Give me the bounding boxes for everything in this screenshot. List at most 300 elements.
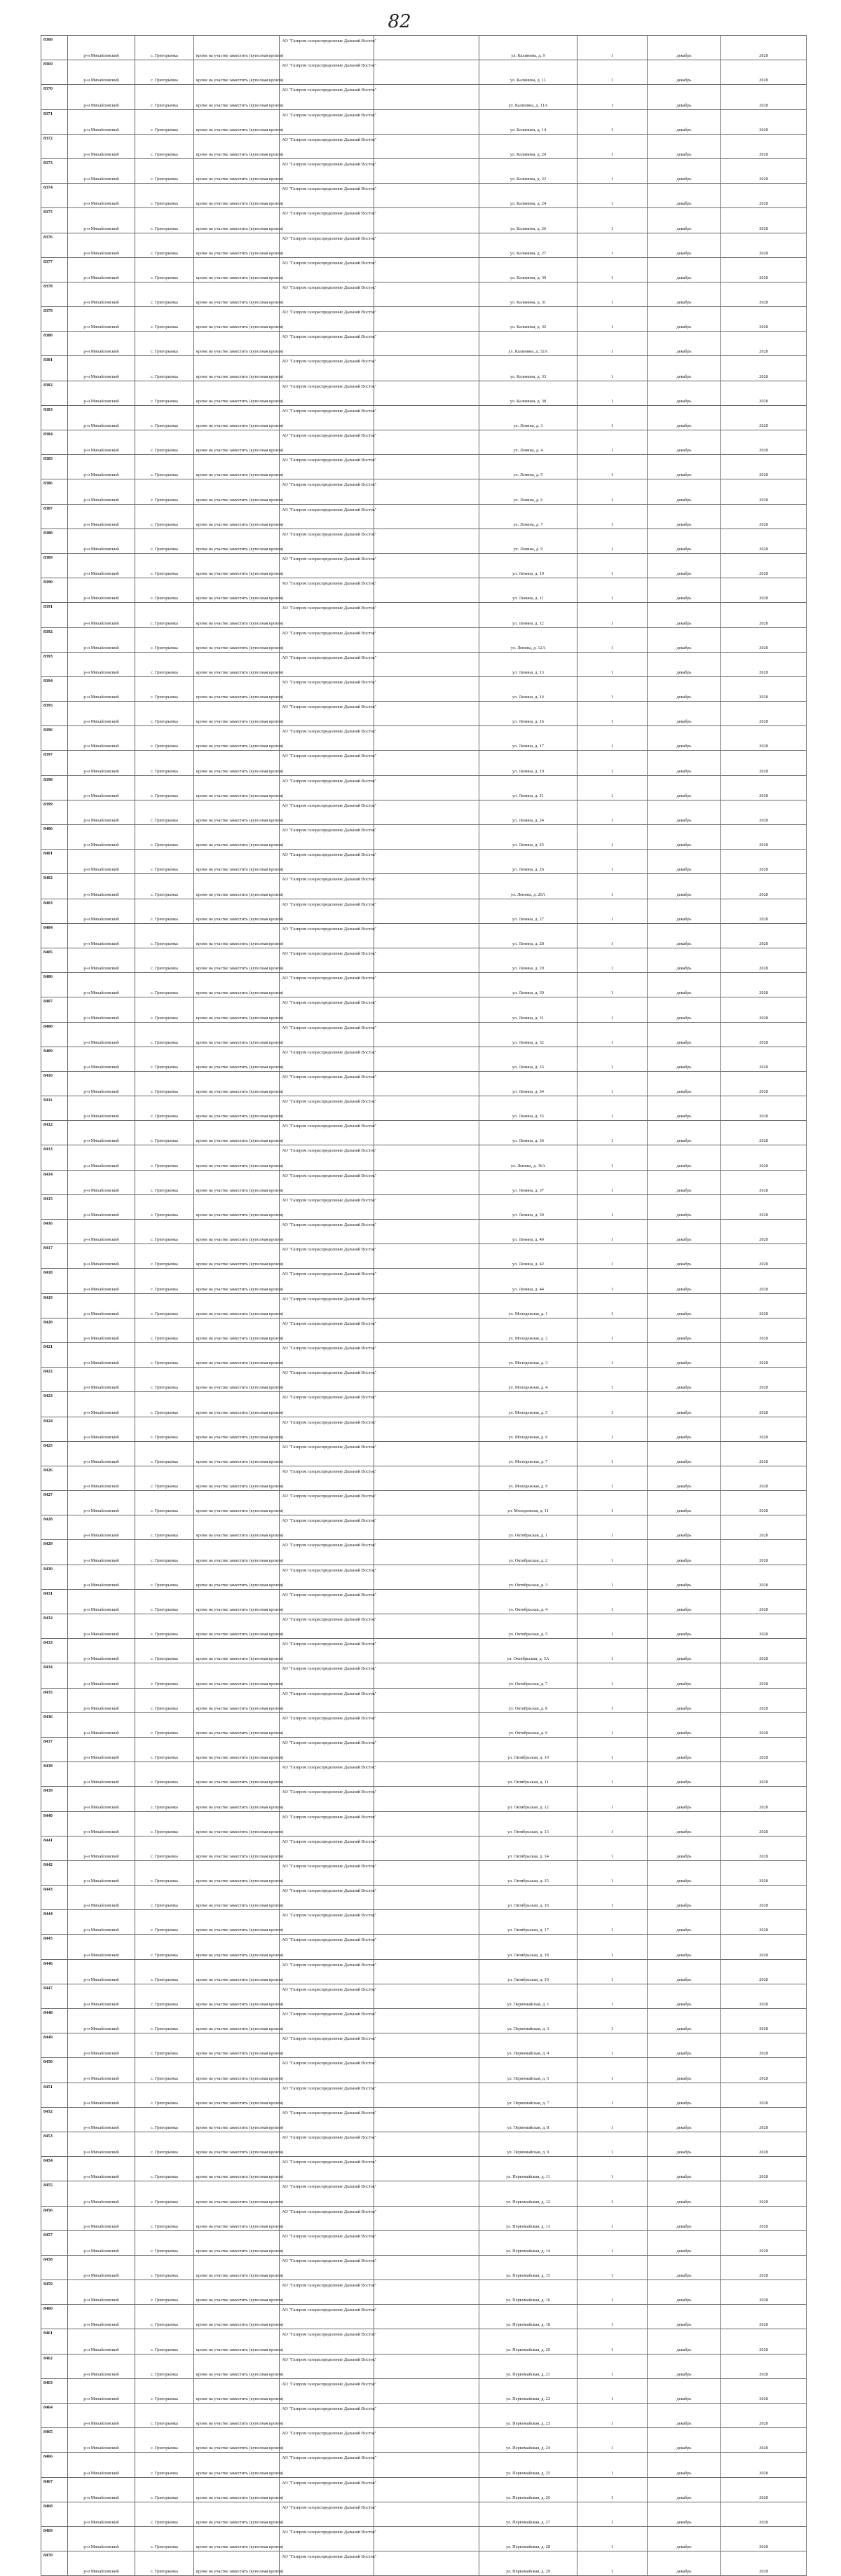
settlement-cell: с. Григорьевка — [135, 158, 194, 183]
organization-cell: АО "Газпром газораспределение Дальний Восток" — [280, 997, 374, 1022]
month-cell: декабрь — [648, 2354, 721, 2378]
empty-cell — [374, 1491, 479, 1515]
organization-cell: АО "Газпром газораспределение Дальний Восток" — [280, 208, 374, 233]
row-number: 8441 — [41, 1836, 68, 1860]
empty-cell — [374, 1737, 479, 1761]
empty-cell — [374, 1712, 479, 1737]
settlement-cell: с. Григорьевка — [135, 504, 194, 529]
table-row — [41, 676, 807, 701]
mode-cell: кроме на участке заместить (куполная кровля) — [194, 1540, 280, 1565]
settlement-cell: с. Григорьевка — [135, 948, 194, 972]
row-number: 8398 — [41, 775, 68, 800]
district-cell: р-н Михайловский — [68, 2477, 135, 2502]
settlement-cell: с. Григорьевка — [135, 1145, 194, 1170]
empty-cell — [374, 36, 479, 60]
address-cell: ул. Ленина, д. 9 — [479, 529, 577, 553]
organization-cell: АО "Газпром газораспределение Дальний Восток" — [280, 1392, 374, 1417]
month-cell: декабрь — [648, 1737, 721, 1761]
settlement-cell: с. Григорьевка — [135, 2083, 194, 2107]
month-cell: декабрь — [648, 1639, 721, 1663]
table-row — [41, 381, 807, 405]
row-number: 8413 — [41, 1145, 68, 1170]
mode-cell: кроме на участке заместить (куполная кровля) — [194, 479, 280, 504]
month-cell: декабрь — [648, 1047, 721, 1071]
empty-cell — [374, 1886, 479, 1910]
month-cell: декабрь — [648, 307, 721, 332]
month-cell: декабрь — [648, 1368, 721, 1392]
address-cell: ул. Октябрьская, д. 14 — [479, 1836, 577, 1860]
schedule-sheet — [41, 35, 806, 2576]
table-row — [41, 134, 807, 158]
row-number: 8405 — [41, 948, 68, 972]
year-cell: 2028 — [721, 208, 807, 233]
mode-cell: кроме на участке заместить (куполная кровля) — [194, 1515, 280, 1540]
quantity-cell: 1 — [577, 2157, 648, 2181]
empty-cell — [374, 825, 479, 850]
year-cell: 2028 — [721, 775, 807, 800]
month-cell: декабрь — [648, 1515, 721, 1540]
empty-cell — [374, 2329, 479, 2354]
address-cell: ул. Первомайская, д. 26 — [479, 2477, 577, 2502]
district-cell: р-н Михайловский — [68, 2526, 135, 2551]
year-cell: 2028 — [721, 2181, 807, 2206]
year-cell: 2028 — [721, 529, 807, 553]
quantity-cell: 1 — [577, 356, 648, 381]
year-cell: 2028 — [721, 1318, 807, 1342]
table-row — [41, 2181, 807, 2206]
row-number: 8400 — [41, 825, 68, 850]
year-cell: 2028 — [721, 504, 807, 529]
settlement-cell: с. Григорьевка — [135, 2305, 194, 2329]
district-cell: р-н Михайловский — [68, 2255, 135, 2279]
organization-cell: АО "Газпром газораспределение Дальний Восток" — [280, 1022, 374, 1047]
district-cell: р-н Михайловский — [68, 2551, 135, 2576]
month-cell: декабрь — [648, 1540, 721, 1565]
month-cell: декабрь — [648, 356, 721, 381]
month-cell: декабрь — [648, 36, 721, 60]
organization-cell: АО "Газпром газораспределение Дальний Восток" — [280, 1935, 374, 1959]
quantity-cell: 1 — [577, 2354, 648, 2378]
organization-cell: АО "Газпром газораспределение Дальний Восток" — [280, 2378, 374, 2403]
table-row — [41, 332, 807, 356]
row-number: 8465 — [41, 2428, 68, 2453]
mode-cell: кроме на участке заместить (куполная кровля) — [194, 381, 280, 405]
month-cell: декабрь — [648, 109, 721, 134]
mode-cell: кроме на участке заместить (куполная кровля) — [194, 2305, 280, 2329]
address-cell: ул. Ленина, д. 37 — [479, 1170, 577, 1194]
address-cell: ул. Первомайская, д. 15 — [479, 2255, 577, 2279]
organization-cell: АО "Газпром газораспределение Дальний Восток" — [280, 2280, 374, 2305]
quantity-cell: 1 — [577, 578, 648, 603]
row-number: 8396 — [41, 726, 68, 751]
district-cell: р-н Михайловский — [68, 1220, 135, 1244]
settlement-cell: с. Григорьевка — [135, 923, 194, 948]
organization-cell: АО "Газпром газораспределение Дальний Восток" — [280, 2255, 374, 2279]
district-cell: р-н Михайловский — [68, 1614, 135, 1639]
address-cell: ул. Ленина, д. 36А — [479, 1145, 577, 1170]
quantity-cell: 1 — [577, 2255, 648, 2279]
district-cell: р-н Михайловский — [68, 997, 135, 1022]
mode-cell: кроме на участке заместить (куполная кровля) — [194, 1293, 280, 1318]
table-row — [41, 2058, 807, 2083]
district-cell: р-н Михайловский — [68, 109, 135, 134]
table-row — [41, 1787, 807, 1811]
address-cell: ул. Ленина, д. 14 — [479, 676, 577, 701]
year-cell: 2028 — [721, 282, 807, 306]
mode-cell: кроме на участке заместить (куполная кровля) — [194, 923, 280, 948]
address-cell: ул. Первомайская, д. 9 — [479, 2132, 577, 2156]
row-number: 8406 — [41, 973, 68, 997]
settlement-cell: с. Григорьевка — [135, 184, 194, 208]
empty-cell — [374, 1984, 479, 2008]
month-cell: декабрь — [648, 2033, 721, 2058]
empty-cell — [374, 257, 479, 282]
month-cell: декабрь — [648, 1022, 721, 1047]
year-cell: 2028 — [721, 1935, 807, 1959]
address-cell: ул. Ленина, д. 19 — [479, 751, 577, 775]
address-cell: ул. Ленина, д. 4 — [479, 430, 577, 455]
address-cell: ул. Первомайская, д. 25 — [479, 2453, 577, 2477]
month-cell: декабрь — [648, 208, 721, 233]
month-cell: декабрь — [648, 2083, 721, 2107]
settlement-cell: с. Григорьевка — [135, 2280, 194, 2305]
district-cell: р-н Михайловский — [68, 2206, 135, 2230]
month-cell: декабрь — [648, 775, 721, 800]
mode-cell: кроме на участке заместить (куполная кровля) — [194, 1910, 280, 1935]
settlement-cell: с. Григорьевка — [135, 1614, 194, 1639]
row-number: 8410 — [41, 1071, 68, 1096]
settlement-cell: с. Григорьевка — [135, 1811, 194, 1836]
mode-cell: кроме на участке заместить (куполная кровля) — [194, 1368, 280, 1392]
settlement-cell: с. Григорьевка — [135, 2107, 194, 2132]
empty-cell — [374, 1515, 479, 1540]
district-cell: р-н Михайловский — [68, 1811, 135, 1836]
year-cell: 2028 — [721, 850, 807, 874]
settlement-cell: с. Григорьевка — [135, 2551, 194, 2576]
settlement-cell: с. Григорьевка — [135, 2477, 194, 2502]
empty-cell — [374, 2107, 479, 2132]
address-cell: ул. Первомайская, д. 27 — [479, 2502, 577, 2526]
mode-cell: кроме на участке заместить (куполная кровля) — [194, 1886, 280, 1910]
district-cell: р-н Михайловский — [68, 1121, 135, 1145]
quantity-cell: 1 — [577, 85, 648, 109]
district-cell: р-н Михайловский — [68, 578, 135, 603]
year-cell: 2028 — [721, 603, 807, 627]
district-cell: р-н Михайловский — [68, 1368, 135, 1392]
table-row — [41, 1022, 807, 1047]
settlement-cell: с. Григорьевка — [135, 1639, 194, 1663]
row-number: 8379 — [41, 307, 68, 332]
table-row — [41, 1737, 807, 1761]
table-row — [41, 1342, 807, 1367]
address-cell: ул. Калинина, д. 32А — [479, 332, 577, 356]
year-cell: 2028 — [721, 2083, 807, 2107]
table-row — [41, 1145, 807, 1170]
district-cell: р-н Михайловский — [68, 1022, 135, 1047]
settlement-cell: с. Григорьевка — [135, 1096, 194, 1121]
address-cell: ул. Калинина, д. 32 — [479, 307, 577, 332]
table-row — [41, 2428, 807, 2453]
organization-cell: АО "Газпром газораспределение Дальний Восток" — [280, 553, 374, 578]
mode-cell: кроме на участке заместить (куполная кровля) — [194, 1071, 280, 1096]
address-cell: ул. Октябрьская, д. 9 — [479, 1712, 577, 1737]
year-cell: 2028 — [721, 1860, 807, 1885]
empty-cell — [374, 1096, 479, 1121]
quantity-cell: 1 — [577, 923, 648, 948]
month-cell: декабрь — [648, 2230, 721, 2255]
table-row — [41, 1318, 807, 1342]
year-cell: 2028 — [721, 2477, 807, 2502]
row-number: 8467 — [41, 2477, 68, 2502]
address-cell: ул. Ленина, д. 7 — [479, 504, 577, 529]
empty-cell — [374, 356, 479, 381]
district-cell: р-н Михайловский — [68, 208, 135, 233]
mode-cell: кроме на участке заместить (куполная кровля) — [194, 1342, 280, 1367]
table-row — [41, 1614, 807, 1639]
address-cell: ул. Молодежная, д. 3 — [479, 1342, 577, 1367]
quantity-cell: 1 — [577, 1886, 648, 1910]
address-cell: ул. Ленина, д. 10 — [479, 553, 577, 578]
month-cell: декабрь — [648, 1860, 721, 1885]
address-cell: ул. Ленина, д. 11 — [479, 578, 577, 603]
month-cell: декабрь — [648, 504, 721, 529]
district-cell: р-н Михайловский — [68, 529, 135, 553]
mode-cell: кроме на участке заместить (куполная кровля) — [194, 2083, 280, 2107]
row-number: 8394 — [41, 676, 68, 701]
table-row — [41, 2107, 807, 2132]
year-cell: 2028 — [721, 1244, 807, 1269]
quantity-cell: 1 — [577, 208, 648, 233]
table-row — [41, 1860, 807, 1885]
table-row — [41, 529, 807, 553]
empty-cell — [374, 307, 479, 332]
year-cell: 2028 — [721, 1959, 807, 1984]
table-row — [41, 2255, 807, 2279]
row-number: 8392 — [41, 627, 68, 652]
address-cell: ул. Октябрьская, д. 1 — [479, 1515, 577, 1540]
settlement-cell: с. Григорьевка — [135, 2132, 194, 2156]
quantity-cell: 1 — [577, 2132, 648, 2156]
month-cell: декабрь — [648, 2502, 721, 2526]
mode-cell: кроме на участке заместить (куполная кровля) — [194, 2058, 280, 2083]
empty-cell — [374, 233, 479, 257]
table-row — [41, 899, 807, 923]
table-row — [41, 1047, 807, 1071]
empty-cell — [374, 1318, 479, 1342]
year-cell: 2028 — [721, 1762, 807, 1787]
month-cell: декабрь — [648, 2526, 721, 2551]
organization-cell: АО "Газпром газораспределение Дальний Восток" — [280, 973, 374, 997]
address-cell: ул. Ленина, д. 25 — [479, 825, 577, 850]
empty-cell — [374, 973, 479, 997]
settlement-cell: с. Григорьевка — [135, 874, 194, 899]
quantity-cell: 1 — [577, 2107, 648, 2132]
organization-cell: АО "Газпром газораспределение Дальний Восток" — [280, 158, 374, 183]
district-cell: р-н Михайловский — [68, 1170, 135, 1194]
year-cell: 2028 — [721, 184, 807, 208]
mode-cell: кроме на участке заместить (куполная кровля) — [194, 2354, 280, 2378]
empty-cell — [374, 751, 479, 775]
mode-cell: кроме на участке заместить (куполная кровля) — [194, 1269, 280, 1293]
settlement-cell: с. Григорьевка — [135, 2329, 194, 2354]
table-row — [41, 455, 807, 479]
quantity-cell: 1 — [577, 1121, 648, 1145]
row-number: 8369 — [41, 60, 68, 85]
organization-cell: АО "Газпром газораспределение Дальний Восток" — [280, 36, 374, 60]
month-cell: декабрь — [648, 1441, 721, 1466]
quantity-cell: 1 — [577, 1688, 648, 1712]
address-cell: ул. Калинина, д. 30 — [479, 257, 577, 282]
table-row — [41, 973, 807, 997]
settlement-cell: с. Григорьевка — [135, 1466, 194, 1490]
mode-cell: кроме на участке заместить (куполная кровля) — [194, 825, 280, 850]
month-cell: декабрь — [648, 1244, 721, 1269]
year-cell: 2028 — [721, 1368, 807, 1392]
empty-cell — [374, 1121, 479, 1145]
address-cell: ул. Ленина, д. 5 — [479, 455, 577, 479]
month-cell: декабрь — [648, 1712, 721, 1737]
district-cell: р-н Михайловский — [68, 2280, 135, 2305]
table-row — [41, 356, 807, 381]
organization-cell: АО "Газпром газораспределение Дальний Восток" — [280, 1220, 374, 1244]
table-row — [41, 1712, 807, 1737]
quantity-cell: 1 — [577, 1935, 648, 1959]
mode-cell: кроме на участке заместить (куполная кровля) — [194, 2206, 280, 2230]
mode-cell: кроме на участке заместить (куполная кровля) — [194, 850, 280, 874]
settlement-cell: с. Григорьевка — [135, 1836, 194, 1860]
month-cell: декабрь — [648, 652, 721, 676]
table-row — [41, 1392, 807, 1417]
quantity-cell: 1 — [577, 504, 648, 529]
organization-cell: АО "Газпром газораспределение Дальний Восток" — [280, 504, 374, 529]
month-cell: декабрь — [648, 233, 721, 257]
row-number: 8424 — [41, 1417, 68, 1441]
row-number: 8391 — [41, 603, 68, 627]
address-cell: ул. Калинина, д. 11А — [479, 85, 577, 109]
organization-cell: АО "Газпром газораспределение Дальний Восток" — [280, 1515, 374, 1540]
address-cell: ул. Молодежная, д. 5 — [479, 1392, 577, 1417]
year-cell: 2028 — [721, 1392, 807, 1417]
year-cell: 2028 — [721, 257, 807, 282]
mode-cell: кроме на участке заместить (куполная кровля) — [194, 134, 280, 158]
month-cell: декабрь — [648, 2329, 721, 2354]
address-cell: ул. Калинина, д. 11 — [479, 60, 577, 85]
empty-cell — [374, 1194, 479, 1219]
address-cell: ул. Молодежная, д. 9 — [479, 1466, 577, 1490]
address-cell: ул. Октябрьская, д. 13 — [479, 1811, 577, 1836]
year-cell: 2028 — [721, 233, 807, 257]
month-cell: декабрь — [648, 726, 721, 751]
row-number: 8402 — [41, 874, 68, 899]
mode-cell: кроме на участке заместить (куполная кровля) — [194, 2551, 280, 2576]
district-cell: р-н Михайловский — [68, 1071, 135, 1096]
quantity-cell: 1 — [577, 2083, 648, 2107]
row-number: 8378 — [41, 282, 68, 306]
organization-cell: АО "Газпром газораспределение Дальний Восток" — [280, 2009, 374, 2033]
address-cell: ул. Ленина, д. 36 — [479, 1121, 577, 1145]
empty-cell — [374, 430, 479, 455]
quantity-cell: 1 — [577, 430, 648, 455]
quantity-cell: 1 — [577, 1047, 648, 1071]
district-cell: р-н Михайловский — [68, 874, 135, 899]
settlement-cell: с. Григорьевка — [135, 479, 194, 504]
address-cell: ул. Первомайская, д. 23 — [479, 2404, 577, 2428]
year-cell: 2028 — [721, 1096, 807, 1121]
year-cell: 2028 — [721, 2526, 807, 2551]
year-cell: 2028 — [721, 1466, 807, 1490]
organization-cell: АО "Газпром газораспределение Дальний Восток" — [280, 726, 374, 751]
district-cell: р-н Михайловский — [68, 1712, 135, 1737]
organization-cell: АО "Газпром газораспределение Дальний Восток" — [280, 282, 374, 306]
quantity-cell: 1 — [577, 2305, 648, 2329]
mode-cell: кроме на участке заместить (куполная кровля) — [194, 1220, 280, 1244]
row-number: 8386 — [41, 479, 68, 504]
mode-cell: кроме на участке заместить (куполная кровля) — [194, 455, 280, 479]
mode-cell: кроме на участке заместить (куполная кровля) — [194, 1565, 280, 1589]
district-cell: р-н Михайловский — [68, 307, 135, 332]
year-cell: 2028 — [721, 1589, 807, 1614]
table-row — [41, 2009, 807, 2033]
row-number: 8455 — [41, 2181, 68, 2206]
organization-cell: АО "Газпром газораспределение Дальний Восток" — [280, 1787, 374, 1811]
address-cell: ул. Октябрьская, д. 12 — [479, 1787, 577, 1811]
row-number: 8375 — [41, 208, 68, 233]
month-cell: декабрь — [648, 899, 721, 923]
address-cell: ул. Октябрьская, д. 8 — [479, 1688, 577, 1712]
address-cell: ул. Калинина, д. 38 — [479, 381, 577, 405]
organization-cell: АО "Газпром газораспределение Дальний Восток" — [280, 1910, 374, 1935]
quantity-cell: 1 — [577, 1910, 648, 1935]
empty-cell — [374, 1441, 479, 1466]
month-cell: декабрь — [648, 134, 721, 158]
settlement-cell: с. Григорьевка — [135, 1737, 194, 1761]
year-cell: 2028 — [721, 2132, 807, 2156]
address-cell: ул. Калинина, д. 22 — [479, 158, 577, 183]
district-cell: р-н Михайловский — [68, 2083, 135, 2107]
empty-cell — [374, 2428, 479, 2453]
settlement-cell: с. Григорьевка — [135, 775, 194, 800]
row-number: 8435 — [41, 1688, 68, 1712]
row-number: 8381 — [41, 356, 68, 381]
month-cell: декабрь — [648, 2206, 721, 2230]
quantity-cell: 1 — [577, 1984, 648, 2008]
organization-cell: АО "Газпром газораспределение Дальний Восток" — [280, 2206, 374, 2230]
table-row — [41, 2551, 807, 2576]
empty-cell — [374, 1910, 479, 1935]
empty-cell — [374, 2181, 479, 2206]
quantity-cell: 1 — [577, 529, 648, 553]
quantity-cell: 1 — [577, 1220, 648, 1244]
district-cell: р-н Михайловский — [68, 184, 135, 208]
empty-cell — [374, 2526, 479, 2551]
settlement-cell: с. Григорьевка — [135, 2428, 194, 2453]
month-cell: декабрь — [648, 1663, 721, 1688]
row-number: 8449 — [41, 2033, 68, 2058]
district-cell: р-н Михайловский — [68, 2107, 135, 2132]
mode-cell: кроме на участке заместить (куполная кровля) — [194, 874, 280, 899]
row-number: 8411 — [41, 1096, 68, 1121]
row-number: 8388 — [41, 529, 68, 553]
month-cell: декабрь — [648, 850, 721, 874]
row-number: 8407 — [41, 997, 68, 1022]
organization-cell: АО "Газпром газораспределение Дальний Восток" — [280, 1071, 374, 1096]
address-cell: ул. Первомайская, д. 24 — [479, 2428, 577, 2453]
mode-cell: кроме на участке заместить (куполная кровля) — [194, 2255, 280, 2279]
month-cell: декабрь — [648, 948, 721, 972]
mode-cell: кроме на участке заместить (куполная кровля) — [194, 751, 280, 775]
mode-cell: кроме на участке заместить (куполная кровля) — [194, 109, 280, 134]
settlement-cell: с. Григорьевка — [135, 652, 194, 676]
